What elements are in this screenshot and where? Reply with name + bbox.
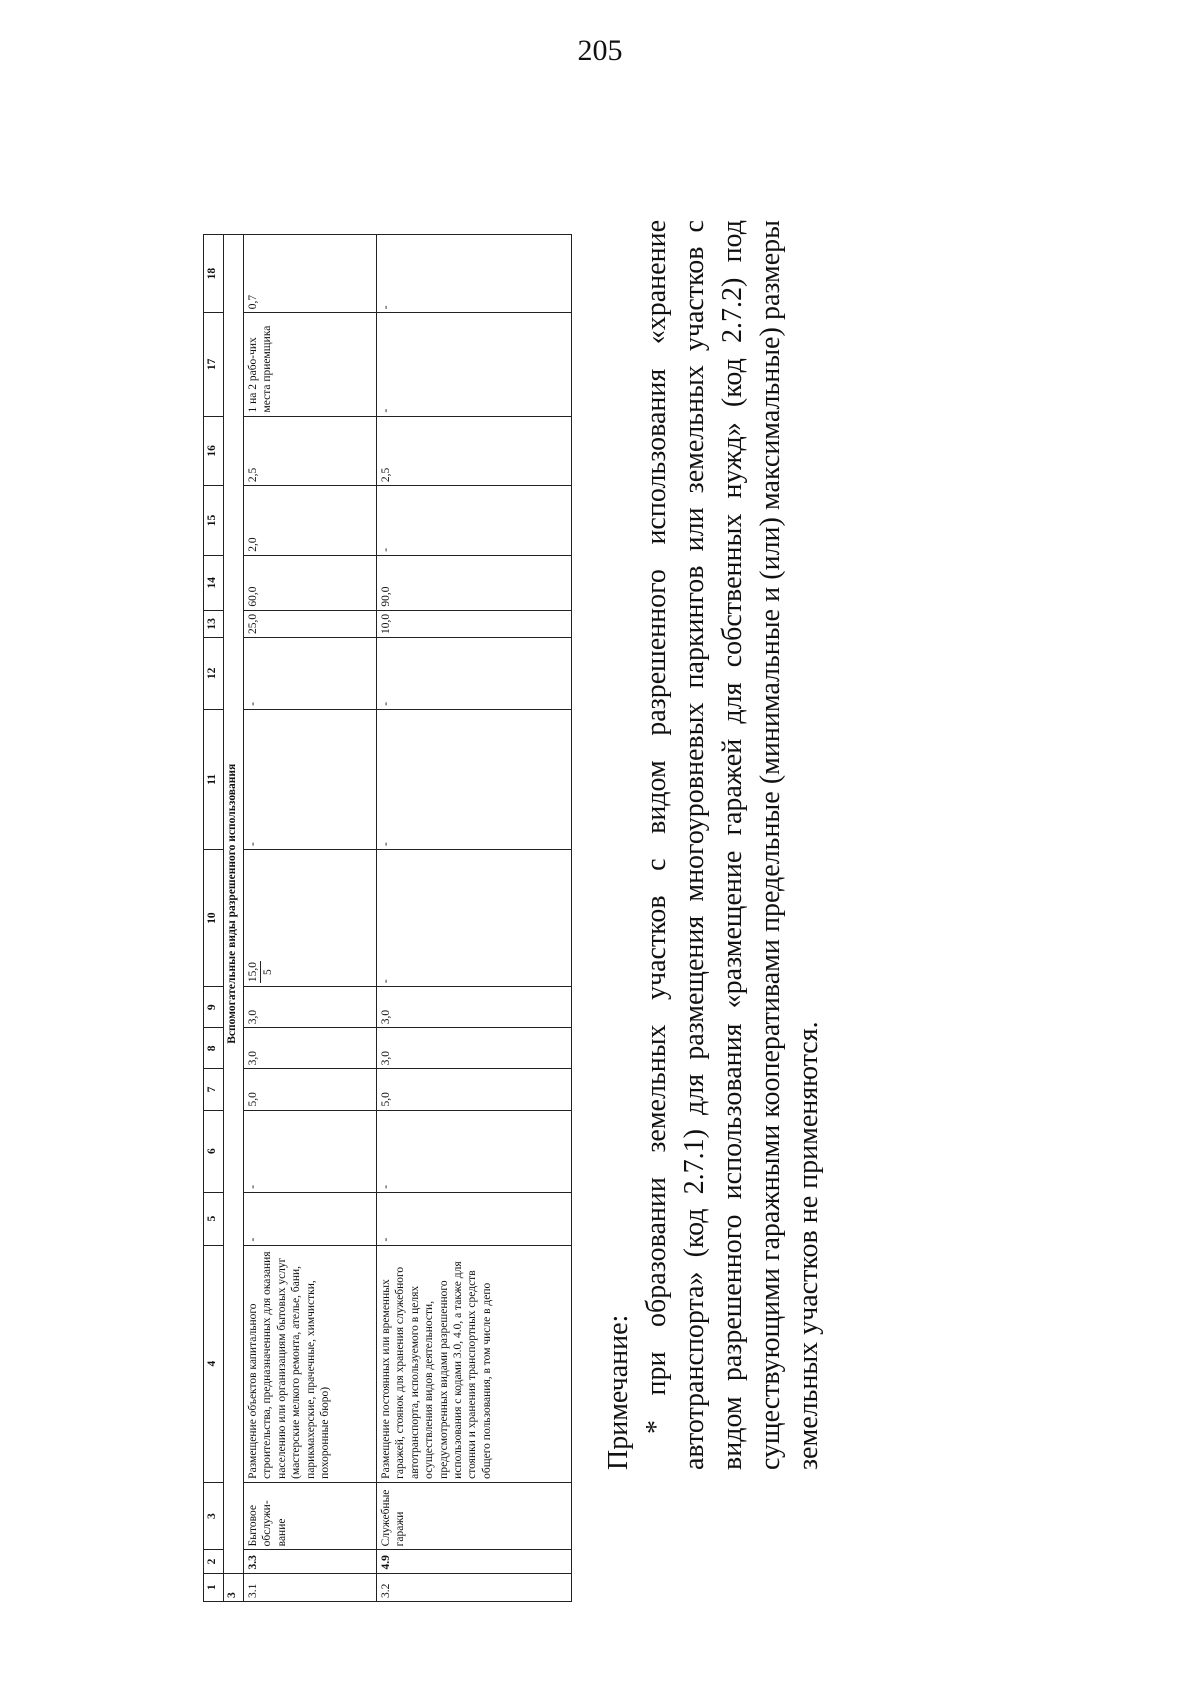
- table-row: [377, 235, 572, 1602]
- header-cell: 2: [204, 1550, 224, 1573]
- cell-value: 3,0: [377, 1028, 572, 1069]
- fraction-numerator: 15,0: [246, 961, 261, 983]
- cell-value: -: [377, 638, 572, 710]
- cell-value: 2,0: [244, 486, 377, 556]
- cell-code: 3.3: [244, 1550, 377, 1573]
- section-title: Вспомогательные виды разрешенного использования: [224, 235, 244, 1574]
- header-cell: 13: [204, 610, 224, 637]
- cell-description: Размещение постоянных или временных гаражей, стоянок для хранения служебного автотранспорта, используемого в целях осуществления видов деятельности, предусмотренных видами разрешенного использования с кодами 3.0, 4.0, а также для стоянки и хранения транспортных средств общего пользования, в том числе в депо: [377, 1245, 572, 1482]
- cell-description: Размещение объектов капитального строительства, предназначенных для оказания населению или организациям бытовых услуг (мастерские мелкого ремонта, ателье, бани, парикмахерские, прачечные, химчистки, похоронные бюро): [244, 1245, 377, 1482]
- cell-fraction: [244, 850, 377, 987]
- header-cell: 18: [204, 235, 224, 313]
- header-cell: 4: [204, 1245, 224, 1482]
- cell-use-name: Служебные гаражи: [377, 1482, 572, 1550]
- regulations-table: [203, 234, 572, 1602]
- cell-use-name: Бытовое обслужи-вание: [244, 1482, 377, 1550]
- header-cell: 8: [204, 1028, 224, 1069]
- rotated-content: [0, 2, 1150, 1702]
- cell-value: 5,0: [244, 1069, 377, 1110]
- cell-value: -: [244, 709, 377, 849]
- header-cell: 1: [204, 1573, 224, 1601]
- note-title: Примечание:: [603, 1314, 634, 1470]
- header-cell: 10: [204, 850, 224, 987]
- section-row: [224, 235, 244, 1602]
- header-cell: 5: [204, 1192, 224, 1245]
- header-cell: 6: [204, 1110, 224, 1192]
- cell-value: 1 на 2 рабо-чих места приемщика: [244, 313, 377, 416]
- header-cell: 15: [204, 486, 224, 556]
- cell-value: 60,0: [244, 555, 377, 610]
- header-cell: 17: [204, 313, 224, 416]
- note-block: [600, 220, 828, 1470]
- header-cell: 16: [204, 416, 224, 486]
- header-cell: 3: [204, 1482, 224, 1550]
- cell-value: 3,0: [377, 987, 572, 1028]
- header-cell: 9: [204, 987, 224, 1028]
- cell-value: 25,0: [244, 610, 377, 637]
- section-number: 3: [224, 1573, 244, 1601]
- cell-value: 2,5: [244, 416, 377, 486]
- fraction-denominator: 5: [262, 969, 275, 975]
- table-row: [244, 235, 377, 1602]
- cell-value: 90,0: [377, 555, 572, 610]
- cell-value: -: [377, 1110, 572, 1192]
- note-text: * при образовании земельных участков с видом разрешенного использования «хранение автотранспорта» (код 2.7.1) для размещения многоуровневых паркингов или земельных участков с видом разрешенного использования «размещение гаражей для собственных нужд» (код 2.7.2) под существующими гаражными кооперативами предельные (минимальные и (или) максимальные) размеры земельных участков не применяются.: [641, 220, 824, 1470]
- header-cell: 7: [204, 1069, 224, 1110]
- cell-row-number: 3.1: [244, 1573, 377, 1601]
- cell-value: -: [377, 313, 572, 416]
- cell-value: -: [244, 1110, 377, 1192]
- cell-value: 3,0: [244, 987, 377, 1028]
- cell-row-number: 3.2: [377, 1573, 572, 1601]
- cell-value: 3,0: [244, 1028, 377, 1069]
- cell-value: 5,0: [377, 1069, 572, 1110]
- cell-value: -: [377, 235, 572, 313]
- cell-value: 0,7: [244, 235, 377, 313]
- header-cell: 14: [204, 555, 224, 610]
- cell-value: -: [377, 850, 572, 987]
- page-number: 205: [577, 34, 623, 67]
- cell-value: -: [377, 709, 572, 849]
- cell-code: 4.9: [377, 1550, 572, 1573]
- cell-value: -: [244, 638, 377, 710]
- cell-value: -: [377, 486, 572, 556]
- table-header-row: [204, 235, 224, 1602]
- cell-value: 10,0: [377, 610, 572, 637]
- header-cell: 12: [204, 638, 224, 710]
- cell-value: -: [244, 1192, 377, 1245]
- cell-value: -: [377, 1192, 572, 1245]
- header-cell: 11: [204, 709, 224, 849]
- cell-value: 2,5: [377, 416, 572, 486]
